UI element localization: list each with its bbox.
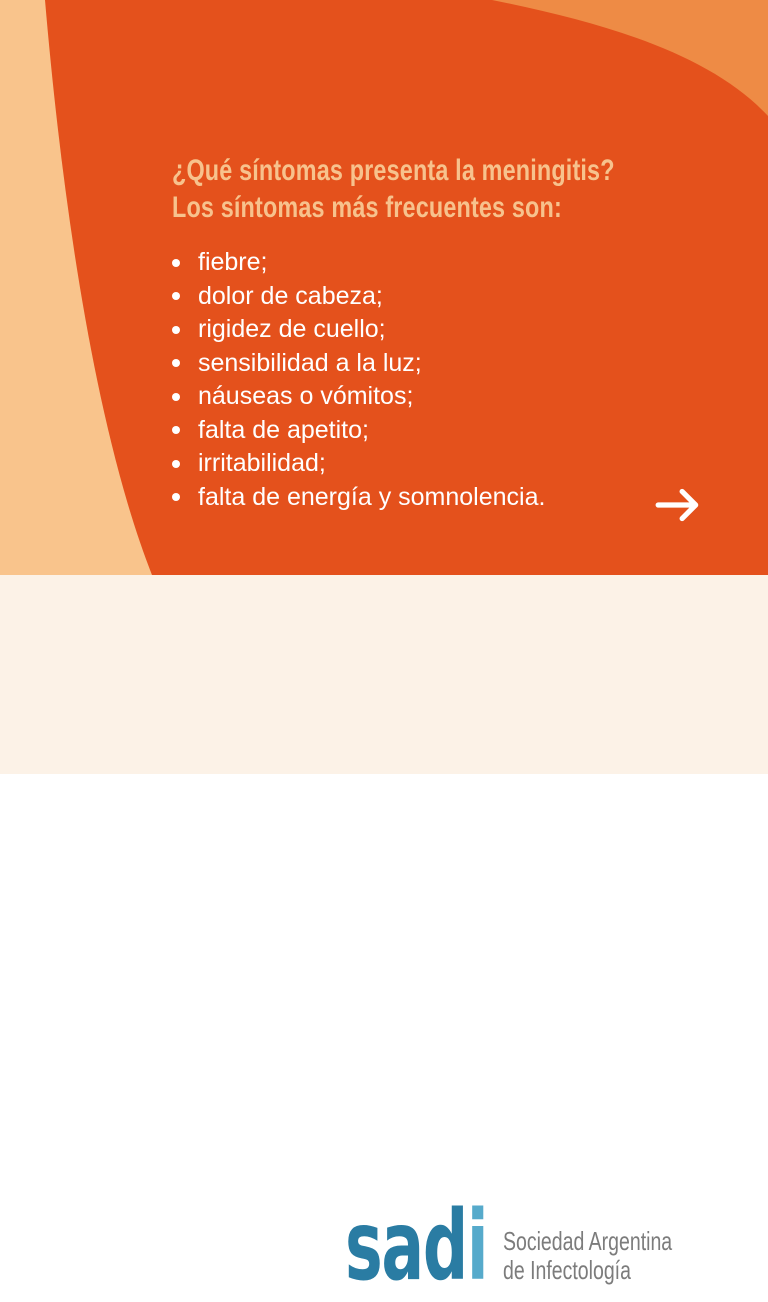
list-item [172,313,545,347]
bullet-dot-icon [172,493,180,501]
list-item [172,481,545,515]
logo-tagline [503,1227,672,1285]
bullet-dot-icon [172,460,180,468]
bullet-dot-icon [172,359,180,367]
list-item [172,246,545,280]
bullet-dot-icon [172,259,180,267]
logo-text-accent: i [466,1190,488,1302]
logo-text-main: sad [345,1190,467,1302]
card-title [172,152,615,226]
bullet-dot-icon [172,426,180,434]
list-item [172,380,545,414]
symptom-list [172,246,545,514]
symptom-text: rigidez de cuello; [198,315,386,344]
symptom-text: náuseas o vómitos; [198,382,414,411]
list-item [172,414,545,448]
bullet-dot-icon [172,292,180,300]
card-title-line1: ¿Qué síntomas presenta la meningitis? [172,154,615,187]
symptom-text: falta de apetito; [198,415,369,444]
sadi-logo-wordmark [345,1190,488,1302]
next-arrow-icon[interactable] [654,486,704,524]
list-item [172,347,545,381]
symptom-text: fiebre; [198,248,268,277]
logo-tagline-line1: Sociedad Argentina [503,1226,673,1256]
list-item [172,280,545,314]
symptom-text: sensibilidad a la luz; [198,348,422,377]
bullet-dot-icon [172,393,180,401]
symptom-text: irritabilidad; [198,449,326,478]
logo-tagline-line2: de Infectología [503,1255,631,1285]
footer [0,575,768,1302]
symptom-text: dolor de cabeza; [198,281,383,310]
bullet-dot-icon [172,326,180,334]
card-title-line2: Los síntomas más frecuentes son: [172,191,562,224]
symptom-text: falta de energía y somnolencia. [198,482,546,511]
list-item [172,447,545,481]
